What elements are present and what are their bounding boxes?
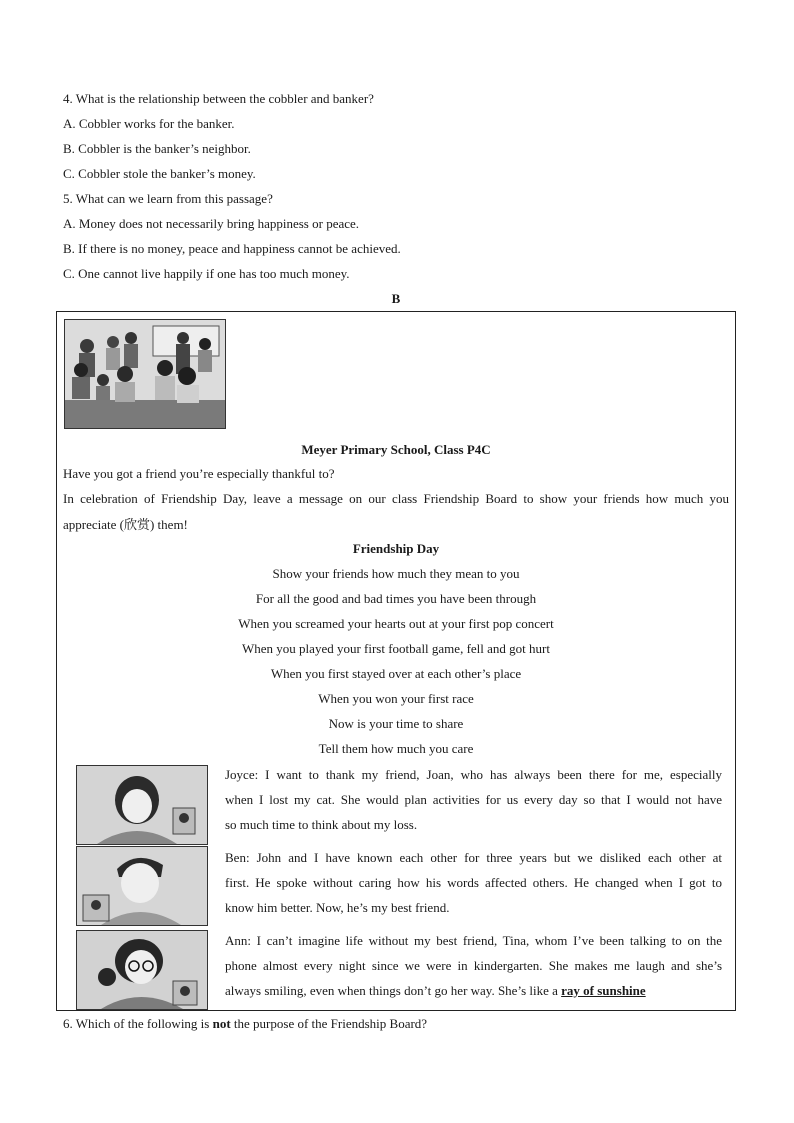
ann-line: phone almost every night since we were in kindergarten. She makes me laugh and she’s — [225, 958, 722, 973]
q4-option-a: A. Cobbler works for the banker. — [63, 116, 235, 131]
section-label: B — [391, 291, 401, 306]
joyce-line: Joyce: I want to thank my friend, Joan, who has always been there for me, especially — [225, 767, 722, 782]
poem-line: When you played your first football game, fell and got hurt — [242, 641, 550, 656]
joyce-line: so much time to think about my loss. — [225, 817, 418, 832]
ben-line: first. He spoke without caring how his words affected others. He changed when I got to — [225, 875, 722, 890]
ann-line: Ann: I can’t imagine life without my best friend, Tina, whom I’ve been talking to on the — [225, 933, 722, 948]
poem-line: When you first stayed over at each other’s place — [270, 666, 522, 681]
q6-emphasis: not — [212, 1016, 231, 1031]
joyce-line: when I lost my cat. She would plan activities for us every day so that I would not have — [225, 792, 722, 807]
q5-option-c: C. One cannot live happily if one has too much money. — [63, 266, 350, 281]
poem-title: Friendship Day — [352, 541, 440, 556]
ben-line: Ben: John and I have known each other for three years but we disliked each other at — [225, 850, 722, 865]
question-6 — [63, 1016, 427, 1032]
q5-option-b: B. If there is no money, peace and happiness cannot be achieved. — [63, 241, 401, 256]
ann-line-3 — [225, 983, 646, 998]
joyce-portrait — [76, 765, 208, 845]
poem-line: Now is your time to share — [328, 716, 464, 731]
ann-portrait — [76, 930, 208, 1010]
ann-line-prefix: always smiling, even when things don’t go her way. She’s like a — [225, 983, 562, 998]
ben-message — [225, 845, 722, 920]
q4-option-b: B. Cobbler is the banker’s neighbor. — [63, 141, 251, 156]
q6-prefix: 6. Which of the following is — [63, 1016, 213, 1031]
ann-message — [225, 928, 722, 1003]
notice-question: Have you got a friend you’re especially thankful to? — [63, 466, 335, 481]
question-5: 5. What can we learn from this passage? — [63, 191, 273, 206]
poem-line: Show your friends how much they mean to you — [272, 566, 520, 581]
ben-portrait — [76, 846, 208, 926]
joyce-message — [225, 762, 722, 837]
notice-intro-line1: In celebration of Friendship Day, leave a message on our class Friendship Board to show your friends how much you — [63, 491, 729, 506]
q5-option-a: A. Money does not necessarily bring happiness or peace. — [63, 216, 360, 231]
poem-line: When you won your first race — [318, 691, 474, 706]
poem-line: Tell them how much you care — [318, 741, 474, 756]
q4-option-c: C. Cobbler stole the banker’s money. — [63, 166, 256, 181]
ray-of-sunshine-keyword: ray of sunshine — [561, 983, 646, 998]
question-4: 4. What is the relationship between the cobbler and banker? — [63, 91, 374, 106]
notice-intro — [63, 486, 729, 538]
notice-heading: Meyer Primary School, Class P4C — [301, 442, 491, 457]
poem-line: When you screamed your hearts out at your first pop concert — [238, 616, 554, 631]
q6-suffix: the purpose of the Friendship Board? — [230, 1016, 428, 1031]
notice-intro-line2: appreciate (欣赏) them! — [63, 517, 188, 532]
poem-line: For all the good and bad times you have been through — [255, 591, 537, 606]
ben-line: know him better. Now, he’s my best friend. — [225, 900, 450, 915]
classroom-illustration — [64, 319, 226, 429]
